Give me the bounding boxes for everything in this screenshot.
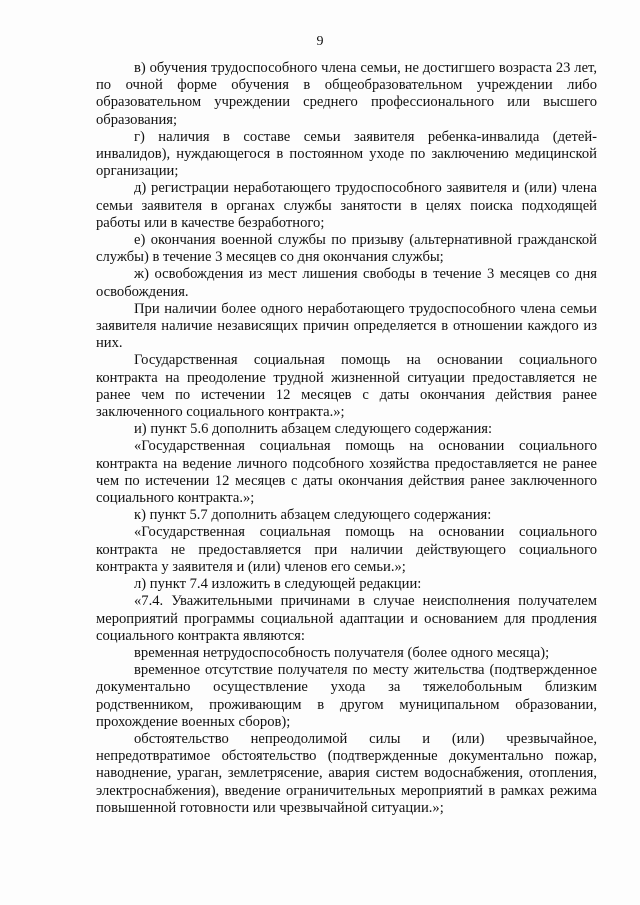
paragraph-v: в) обучения трудоспособного члена семьи, не достигшего возраста 23 лет, по очной форме обучения в общеобразовательном учреждении либо образовательном учреждении среднего профессионального или высшего образования;	[96, 60, 597, 128]
paragraph-e: е) окончания военной службы по призыву (альтернативной гражданской службы) в течение 3 месяцев со дня окончания службы;	[96, 232, 597, 266]
page-number: 9	[316, 34, 324, 49]
paragraph-d: д) регистрации неработающего трудоспособного заявителя и (или) члена семьи заявителя в органах службы занятости в целях поиска подходящей работы или в качестве безработного;	[96, 180, 597, 231]
paragraph-7-4-intro: «7.4. Уважительными причинами в случае неисполнения получателем мероприятий программы социальной адаптации и основанием для продления социального контракта являются:	[96, 593, 597, 644]
paragraph-temporary-disability: временная нетрудоспособность получателя (более одного месяца);	[134, 644, 550, 661]
paragraph-i-point-5-6: и) пункт 5.6 дополнить абзацем следующего содержания:	[134, 421, 493, 438]
paragraph-social-aid-hardship: Государственная социальная помощь на основании социального контракта на преодоление трудной жизненной ситуации предоставляется не ранее чем по истечении 12 месяцев с даты окончания действия ранее заключенного социального контракта.»;	[96, 352, 597, 421]
paragraph-k-point-5-7: к) пункт 5.7 дополнить абзацем следующего содержания:	[134, 507, 492, 524]
paragraph-l-point-7-4: л) пункт 7.4 изложить в следующей редакции:	[134, 576, 422, 593]
paragraph-force-majeure: обстоятельство непреодолимой силы и (или) чрезвычайное, непредотвратимое обстоятельство (подтвержденные документально пожар, наводнение, ураган, землетрясение, авария систем водоснабжения, отопления, электроснабжения), введение ограничительных мероприятий в рамках режима повышенной готовности или чрезвычайной ситуации.»;	[96, 730, 597, 816]
paragraph-multiple-members: При наличии более одного неработающего трудоспособного члена семьи заявителя наличие независящих причин определяется в отношении каждого из них.	[96, 300, 597, 352]
document-body	[96, 60, 597, 817]
paragraph-g: г) наличия в составе семьи заявителя ребенка-инвалида (детей-инвалидов), нуждающегося в постоянном уходе по заключению медицинской организации;	[96, 128, 597, 180]
paragraph-zh: ж) освобождения из мест лишения свободы в течение 3 месяцев со дня освобождения.	[96, 266, 597, 300]
paragraph-social-aid-active-contract: «Государственная социальная помощь на основании социального контракта не предоставляется при наличии действующего социального контракта у заявителя и (или) членов его семьи.»;	[96, 524, 597, 575]
paragraph-social-aid-farming: «Государственная социальная помощь на основании социального контракта на ведение личного подсобного хозяйства предоставляется не ранее чем по истечении 12 месяцев с даты окончания действия ранее заключенного социального контракта.»;	[96, 438, 597, 507]
paragraph-temporary-absence: временное отсутствие получателя по месту жительства (подтвержденное документально осуществление ухода за тяжелобольным близким родственником, проживающим в другом муниципальном образовании, прохождение военных сборов);	[96, 662, 597, 730]
